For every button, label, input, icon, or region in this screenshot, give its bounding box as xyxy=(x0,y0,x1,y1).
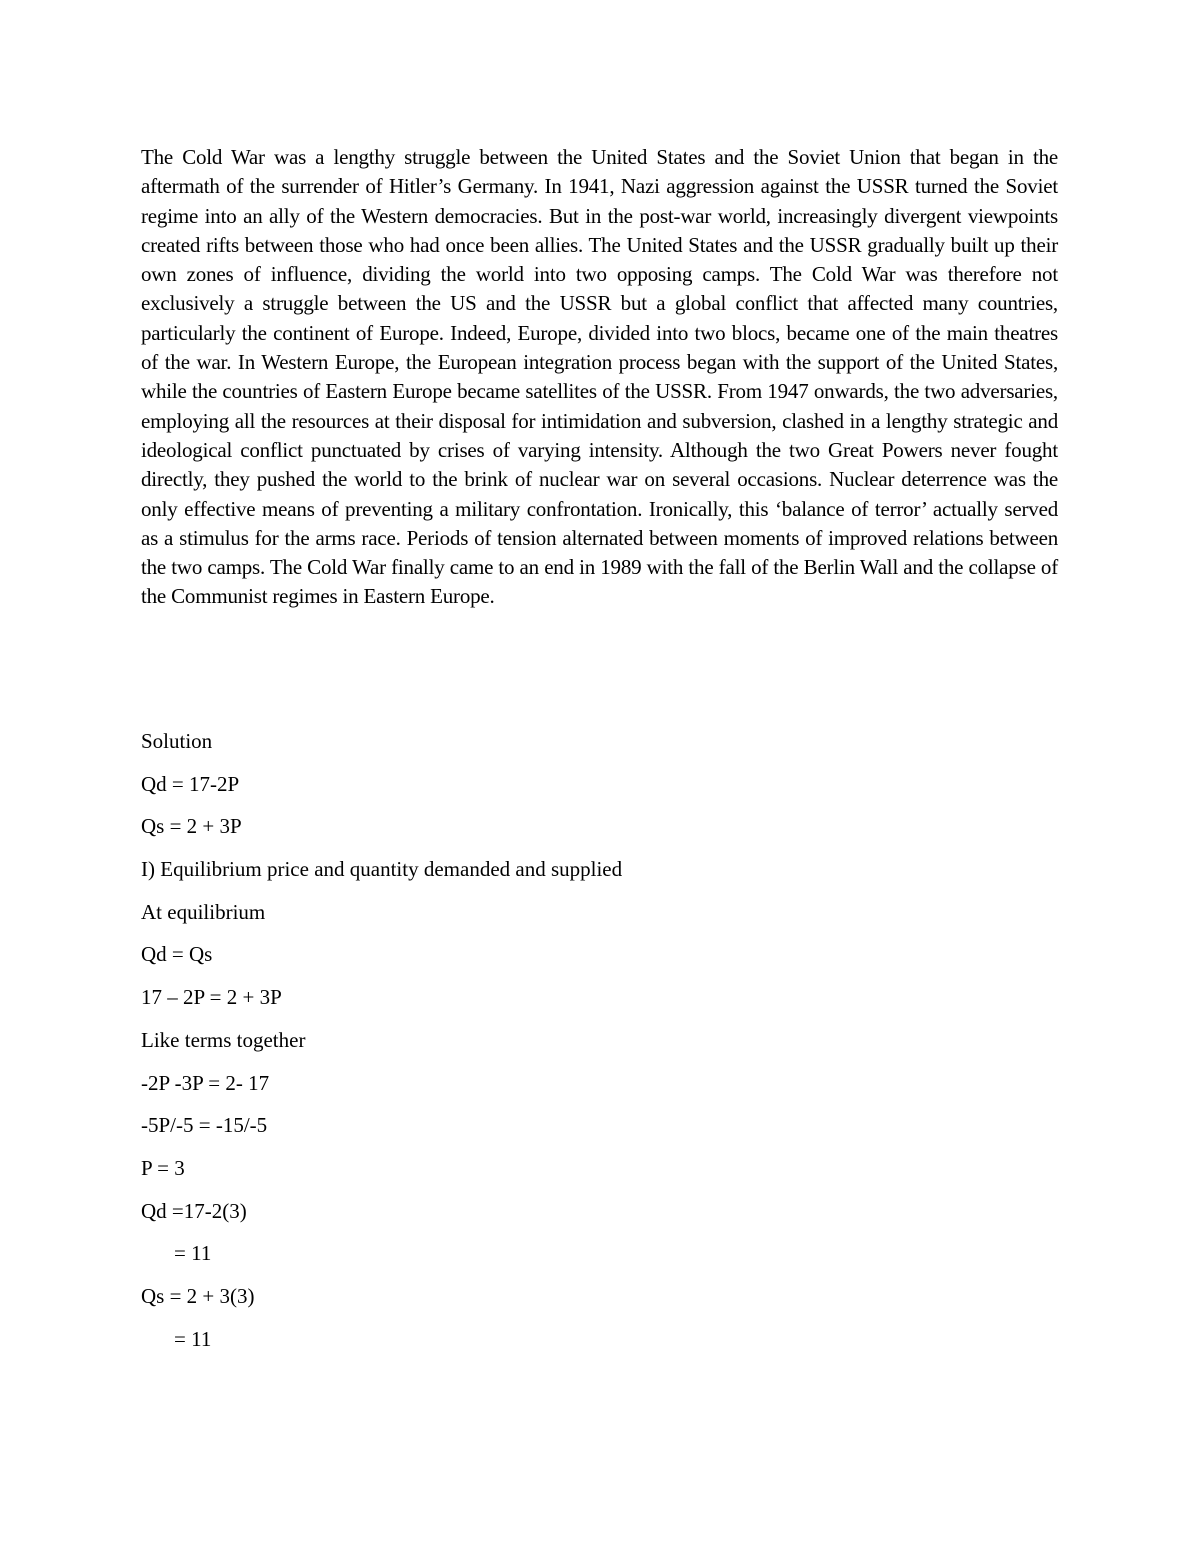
demand-equation: Qd = 17-2P xyxy=(141,771,240,796)
equation-step: -5P/-5 = -15/-5 xyxy=(141,1113,268,1138)
equation-step: -2P -3P = 2- 17 xyxy=(141,1070,270,1095)
quantity-supplied-result: = 11 xyxy=(174,1326,212,1351)
equilibrium-label: At equilibrium xyxy=(141,899,266,924)
solution-section xyxy=(141,727,1058,1367)
equation-step: 17 – 2P = 2 + 3P xyxy=(141,985,282,1010)
price-result: P = 3 xyxy=(141,1155,185,1180)
quantity-demanded-result: = 11 xyxy=(174,1241,212,1266)
solution-heading: Solution xyxy=(141,729,213,753)
quantity-supplied-calc: Qs = 2 + 3(3) xyxy=(141,1283,255,1308)
essay-paragraph: The Cold War was a lengthy struggle between the United States and the Soviet Union that began in the aftermath of the surrender of Hitler’s Germany. In 1941, Nazi aggression against the USSR turned the Soviet regime into an ally of the Western democracies. But in the post-war world, increasingly divergent viewpoints created rifts between those who had once been allies. The United States and the USSR gradually built up their own zones of influence, dividing the world into two opposing camps. The Cold War was therefore not exclusively a struggle between the US and the USSR but a global conflict that affected many countries, particularly the continent of Europe. Indeed, Europe, divided into two blocs, became one of the main theatres of the war. In Western Europe, the European integration process began with the support of the United States, while the countries of Eastern Europe became satellites of the USSR. From 1947 onwards, the two adversaries, employing all the resources at their disposal for intimidation and subversion, clashed in a lengthy strategic and ideological conflict punctuated by crises of varying intensity. Although the two Great Powers never fought directly, they pushed the world to the brink of nuclear war on several occasions. Nuclear deterrence was the only effective means of preventing a military confrontation. Ironically, this ‘balance of terror’ actually served as a stimulus for the arms race. Periods of tension alternated between moments of improved relations between the two camps. The Cold War finally came to an end in 1989 with the fall of the Berlin Wall and the collapse of the Communist regimes in Eastern Europe. xyxy=(141,145,1058,609)
equilibrium-question: I) Equilibrium price and quantity demanded and supplied xyxy=(141,857,623,882)
quantity-demanded-calc: Qd =17-2(3) xyxy=(141,1198,247,1223)
like-terms-label: Like terms together xyxy=(141,1027,306,1052)
supply-equation: Qs = 2 + 3P xyxy=(141,814,242,839)
equilibrium-condition: Qd = Qs xyxy=(141,942,213,967)
